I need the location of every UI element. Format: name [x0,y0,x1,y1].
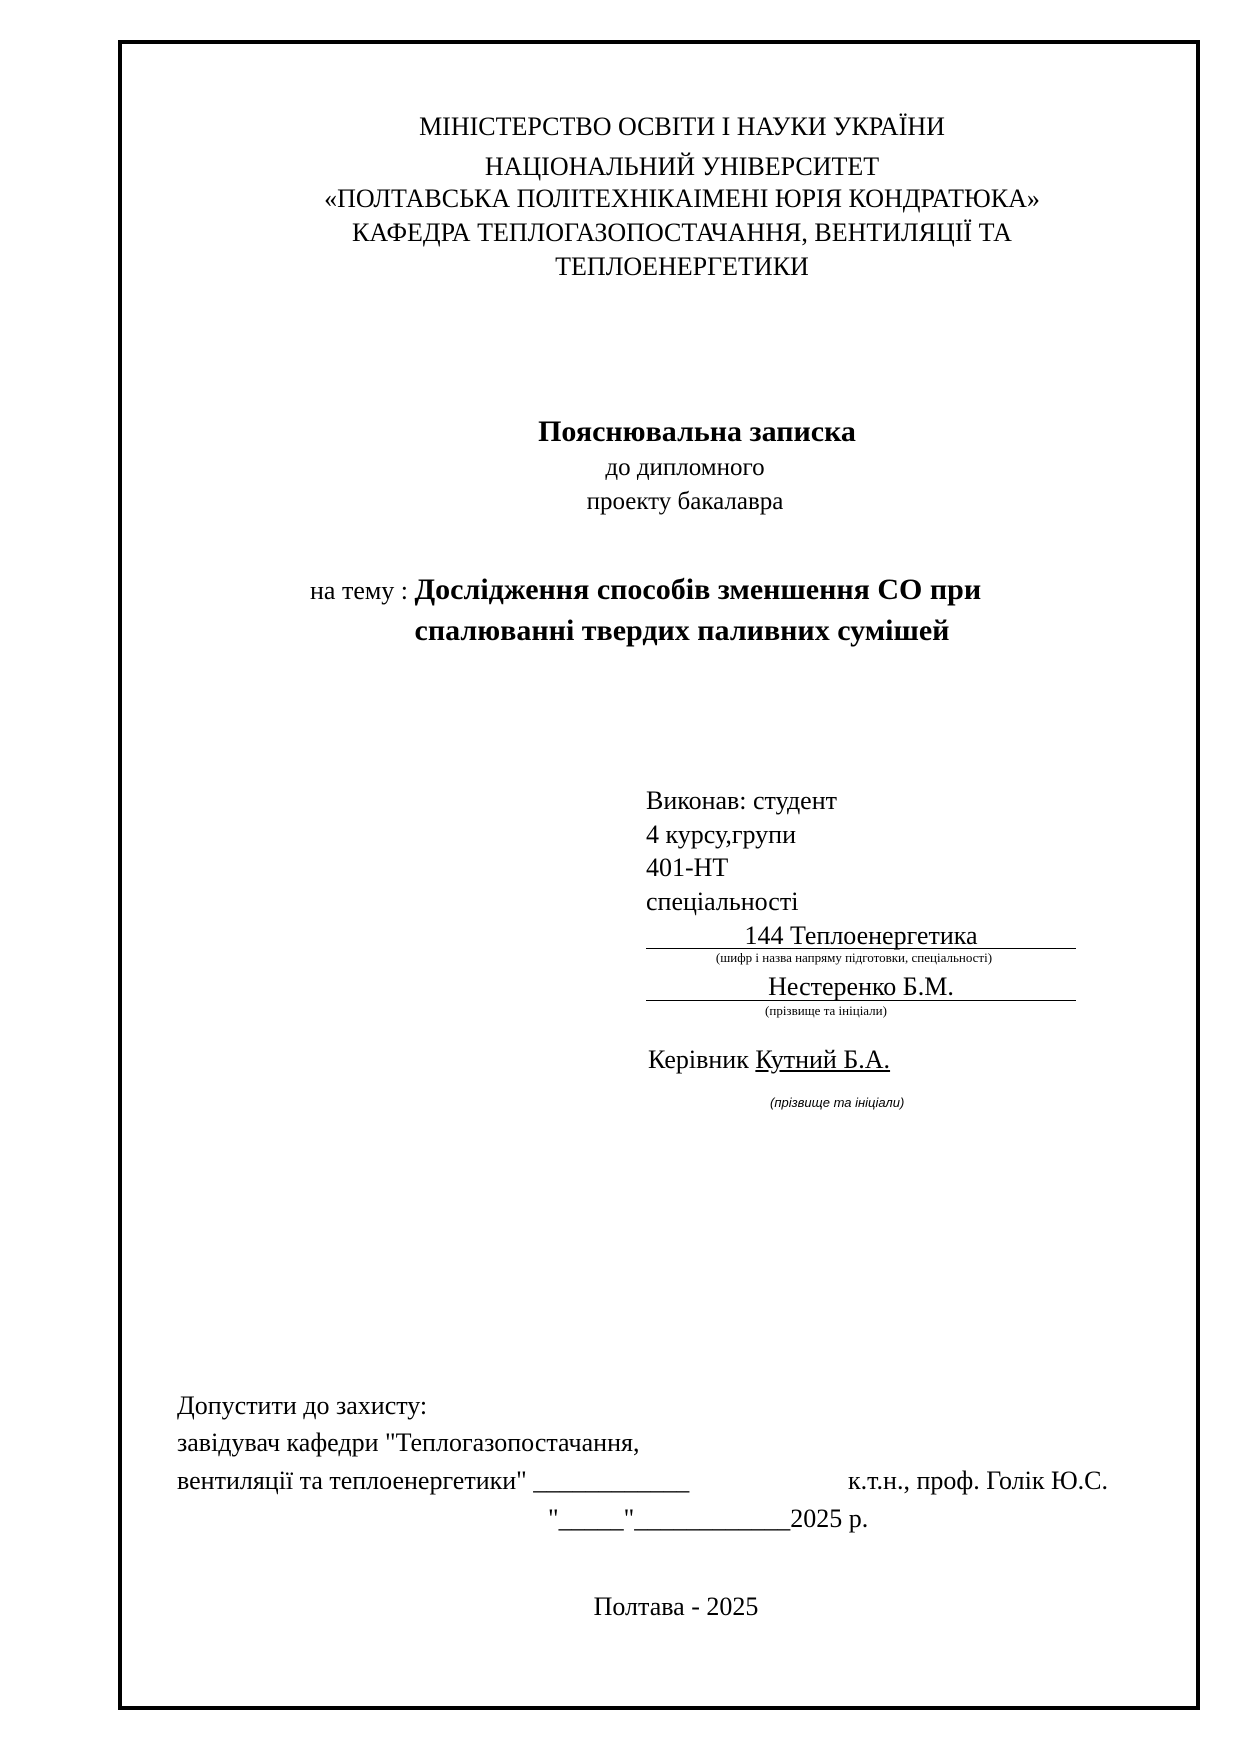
student-name: Нестеренко Б.М. [768,972,954,1001]
name-underline [646,1000,1076,1001]
student-course: 4 курсу,групи [646,820,797,849]
city-year: Полтава - 2025 [593,1592,759,1621]
department-heading-cont: ТЕПЛОЕНЕРГЕТИКИ [555,252,809,281]
student-specialty-label: спеціальності [646,887,799,916]
supervisor-caption: (прізвище та ініціали) [770,1095,905,1110]
topic-title-cont: спалюванні твердих паливних сумішей [414,614,950,647]
specialty-underline [646,948,1076,949]
ministry-heading: МІНІСТЕРСТВО ОСВІТИ І НАУКИ УКРАЇНИ [419,112,945,141]
document-subtitle: до дипломного [605,454,765,481]
topic-line [310,573,981,608]
student-performed: Виконав: студент [646,786,837,815]
document-title: Пояснювальна записка [538,415,856,448]
approval-position-cont: вентиляції та теплоенергетики" ____________ [177,1466,690,1495]
name-caption: (прізвище та ініціали) [765,1003,887,1018]
document-subtitle-cont: проекту бакалавра [586,488,784,515]
student-group: 401-НТ [646,853,729,882]
approval-position: завідувач кафедри "Теплогазопостачання, [177,1428,640,1457]
specialty-caption: (шифр і назва напряму підготовки, спеціальності) [715,950,993,965]
supervisor-line [648,1045,890,1075]
approval-heading: Допустити до захисту: [177,1391,428,1420]
supervisor-name: Кутний Б.А. [755,1045,891,1074]
topic-prefix: на тему : [310,576,415,605]
university-heading: НАЦІОНАЛЬНИЙ УНІВЕРСИТЕТ [484,152,880,181]
university-name: «ПОЛТАВСЬКА ПОЛІТЕХНІКАІМЕНІ ЮРІЯ КОНДРАТЮКА» [324,184,1040,213]
department-heading: КАФЕДРА ТЕПЛОГАЗОПОСТАЧАННЯ, ВЕНТИЛЯЦІЇ ТА [352,218,1012,247]
topic-title: Дослідження способів зменшення CO при [414,573,982,606]
student-specialty-value: 144 Теплоенергетика [744,921,978,950]
approval-date: "_____"____________2025 р. [548,1504,869,1533]
supervisor-label: Керівник [648,1045,749,1074]
approval-head-name: к.т.н., проф. Голік Ю.С. [848,1466,1109,1495]
